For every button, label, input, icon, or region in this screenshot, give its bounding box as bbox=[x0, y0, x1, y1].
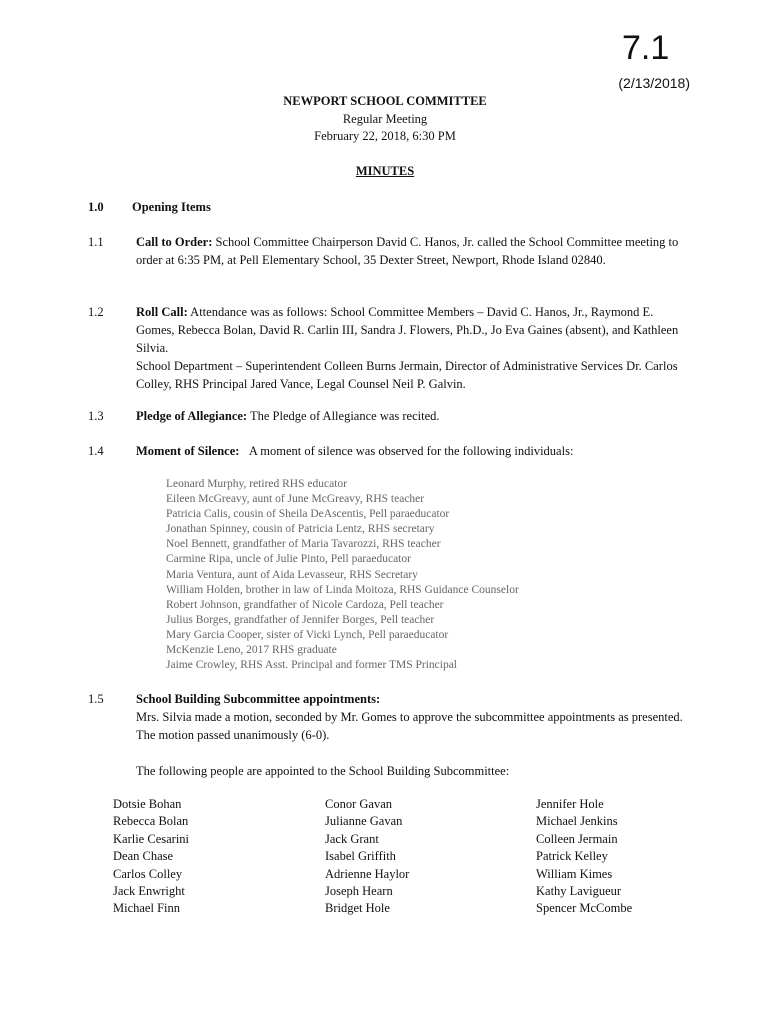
section-label: Moment of Silence: bbox=[136, 444, 240, 458]
list-item: Eileen McGreavy, aunt of June McGreavy, RHS teacher bbox=[166, 493, 425, 506]
section-pledge bbox=[136, 407, 684, 425]
organization-title: NEWPORT SCHOOL COMMITTEE bbox=[283, 94, 487, 108]
meeting-type: Regular Meeting bbox=[342, 112, 428, 126]
section-number: 1.5 bbox=[88, 692, 104, 706]
list-item: William Kimes bbox=[536, 866, 613, 881]
section-text: Mrs. Silvia made a motion, seconded by Mr. Gomes to approve the subcommittee appointments as presented. The motion passed unanimously (6-0). bbox=[136, 710, 683, 742]
list-item: Jonathan Spinney, cousin of Patricia Lentz, RHS secretary bbox=[166, 523, 435, 536]
list-item: Rebecca Bolan bbox=[113, 814, 189, 829]
list-item: Jaime Crowley, RHS Asst. Principal and former TMS Principal bbox=[166, 659, 457, 672]
list-item: Conor Gavan bbox=[325, 797, 392, 811]
list-item: Dotsie Bohan bbox=[113, 797, 182, 811]
list-item: Dean Chase bbox=[113, 849, 174, 864]
document-date: (2/13/2018) bbox=[618, 75, 690, 91]
section-label: Pledge of Allegiance: bbox=[136, 409, 248, 423]
section-moment-of-silence bbox=[136, 442, 684, 460]
list-item: Joseph Hearn bbox=[325, 884, 393, 899]
section-number: 1.4 bbox=[88, 444, 104, 458]
appointees-intro: The following people are appointed to the School Building Subcommittee: bbox=[136, 764, 510, 778]
list-item: Jennifer Hole bbox=[536, 797, 604, 811]
list-item: Colleen Jermain bbox=[536, 831, 618, 846]
section-roll-call bbox=[136, 303, 684, 393]
section-text: School Committee Chairperson David C. Hanos, Jr. called the School Committee meeting to order at 6:35 PM, at Pell Elementary School, 35 Dexter Street, Newport, Rhode Island 02840. bbox=[136, 235, 679, 267]
agenda-item-number: 7.1 bbox=[622, 29, 670, 67]
section-call-to-order bbox=[136, 233, 684, 269]
section-number: 1.2 bbox=[88, 305, 104, 319]
list-item: Mary Garcia Cooper, sister of Vicki Lynch, Pell paraeducator bbox=[166, 628, 449, 641]
list-item: William Holden, brother in law of Linda Moitoza, RHS Guidance Counselor bbox=[166, 583, 519, 596]
section-label: School Building Subcommittee appointments: bbox=[136, 692, 381, 706]
section-label: Roll Call: bbox=[136, 305, 188, 319]
list-item: Adrienne Haylor bbox=[325, 866, 410, 881]
appointees-column-1 bbox=[113, 796, 189, 918]
list-item: Kathy Lavigueur bbox=[536, 884, 622, 899]
section-title-opening-items: Opening Items bbox=[132, 200, 211, 214]
list-item: Patricia Calis, cousin of Sheila DeAscentis, Pell paraeducator bbox=[166, 508, 450, 521]
list-item: Leonard Murphy, retired RHS educator bbox=[166, 478, 347, 490]
section-text: A moment of silence was observed for the following individuals: bbox=[248, 444, 574, 458]
list-item: Karlie Cesarini bbox=[113, 831, 190, 846]
list-item: Noel Bennett, grandfather of Maria Tavarozzi, RHS teacher bbox=[166, 538, 441, 551]
appointees-column-3 bbox=[536, 796, 632, 918]
section-number: 1.3 bbox=[88, 409, 104, 423]
list-item: Carmine Ripa, uncle of Julie Pinto, Pell paraeducator bbox=[166, 553, 411, 566]
list-item: Patrick Kelley bbox=[536, 849, 608, 864]
list-item: Robert Johnson, grandfather of Nicole Cardoza, Pell teacher bbox=[166, 598, 444, 611]
list-item: Jack Enwright bbox=[113, 884, 185, 899]
list-item: Spencer McCombe bbox=[536, 901, 633, 916]
section-text: Attendance was as follows: School Committee Members – David C. Hanos, Jr., Raymond E. Gomes, Rebecca Bolan, David R. Carlin III, Sandra J. Flowers, Ph.D., Jo Eva Gaines (absent), and Kathleen Silvia. bbox=[136, 305, 679, 355]
list-item: Maria Ventura, aunt of Aida Levasseur, RHS Secretary bbox=[166, 568, 418, 581]
section-text-school-department: School Department – Superintendent Colleen Burns Jermain, Director of Administrative Services Dr. Carlos Colley, RHS Principal Jared Vance, Legal Counsel Neil P. Galvin. bbox=[136, 359, 678, 391]
list-item: Carlos Colley bbox=[113, 866, 183, 881]
minutes-heading: MINUTES bbox=[355, 164, 415, 178]
section-number: 1.0 bbox=[88, 200, 104, 214]
section-label: Call to Order: bbox=[136, 235, 213, 249]
list-item: Julius Borges, grandfather of Jennifer Borges, Pell teacher bbox=[166, 613, 435, 626]
section-subcommittee-appointments bbox=[136, 690, 684, 744]
meeting-date: February 22, 2018, 6:30 PM bbox=[314, 129, 456, 143]
list-item: Bridget Hole bbox=[325, 901, 390, 916]
section-number: 1.1 bbox=[88, 235, 104, 249]
list-item: Michael Jenkins bbox=[536, 814, 618, 829]
list-item: Julianne Gavan bbox=[325, 814, 403, 829]
list-item: Michael Finn bbox=[113, 901, 181, 916]
list-item: McKenzie Leno, 2017 RHS graduate bbox=[166, 644, 337, 657]
list-item: Isabel Griffith bbox=[325, 849, 396, 864]
section-text: The Pledge of Allegiance was recited. bbox=[250, 409, 440, 423]
memorial-list bbox=[166, 477, 519, 673]
list-item: Jack Grant bbox=[325, 831, 379, 846]
appointees-column-2 bbox=[325, 796, 409, 918]
